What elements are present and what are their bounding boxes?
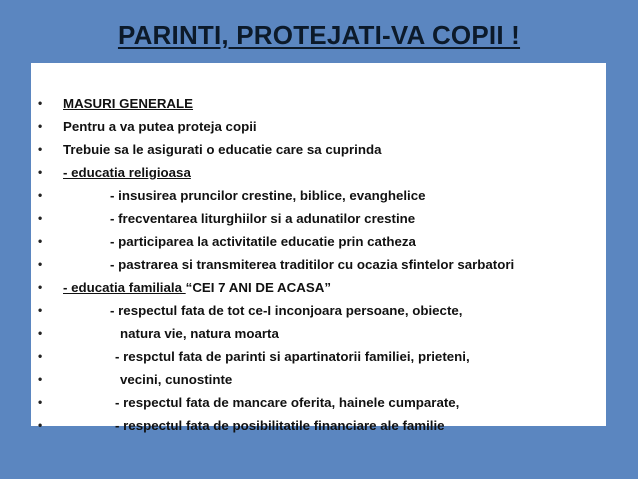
- bullet-icon: •: [38, 326, 43, 340]
- list-item-text: - respctul fata de parinti si apartinatorii familiei, prieteni,: [115, 349, 470, 364]
- list-item-text: Trebuie sa le asigurati o educatie care sa cuprinda: [63, 142, 382, 157]
- list-item: [0, 138, 638, 161]
- list-item: [0, 345, 638, 368]
- list-item: [0, 115, 638, 138]
- list-item-text: - pastrarea si transmiterea traditilor cu ocazia sfintelor sarbatori: [110, 257, 515, 272]
- bullet-icon: •: [38, 395, 43, 409]
- list-item: [0, 368, 638, 391]
- slide-title-text: PARINTI, PROTEJATI-VA COPII !: [117, 20, 521, 50]
- list-item: [0, 161, 638, 184]
- educatia-familiala-label: - educatia familiala: [63, 280, 186, 295]
- bullet-icon: •: [38, 96, 43, 110]
- cei-7-ani-label: “CEI 7 ANI DE ACASA”: [185, 280, 331, 295]
- list-item: [0, 322, 638, 345]
- bullet-icon: •: [38, 234, 43, 248]
- list-item: [0, 207, 638, 230]
- slide-title: [0, 20, 638, 51]
- list-item-text: natura vie, natura moarta: [120, 326, 279, 341]
- bullet-icon: •: [38, 119, 43, 133]
- bullet-icon: •: [38, 303, 43, 317]
- heading-masuri-generale: MASURI GENERALE: [63, 96, 194, 111]
- list-item-text: Pentru a va putea proteja copii: [63, 119, 257, 134]
- list-item-text: - frecventarea liturghiilor si a adunatilor crestine: [110, 211, 416, 226]
- list-item-text: vecini, cunostinte: [120, 372, 233, 387]
- list-item-text: - respectul fata de mancare oferita, hainele cumparate,: [115, 395, 460, 410]
- bullet-list: [0, 92, 638, 437]
- bullet-icon: •: [38, 257, 43, 271]
- list-item: [0, 276, 638, 299]
- heading-educatia-familiala: [63, 276, 331, 299]
- bullet-icon: •: [38, 280, 43, 294]
- list-item-text: - respectul fata de posibilitatile financiare ale familie: [115, 418, 445, 433]
- bullet-icon: •: [38, 188, 43, 202]
- list-item: [0, 391, 638, 414]
- bullet-icon: •: [38, 165, 43, 179]
- bullet-icon: •: [38, 349, 43, 363]
- list-item: [0, 184, 638, 207]
- list-item: [0, 414, 638, 437]
- bullet-icon: •: [38, 372, 43, 386]
- list-item-text: - insusirea pruncilor crestine, biblice, evanghelice: [110, 188, 426, 203]
- list-item: [0, 253, 638, 276]
- bullet-icon: •: [38, 418, 43, 432]
- list-item: [0, 92, 638, 115]
- bullet-icon: •: [38, 211, 43, 225]
- list-item: [0, 299, 638, 322]
- list-item-text: - participarea la activitatile educatie prin catheza: [110, 234, 416, 249]
- bullet-icon: •: [38, 142, 43, 156]
- heading-educatia-religioasa: - educatia religioasa: [63, 165, 191, 180]
- list-item: [0, 230, 638, 253]
- list-item-text: - respectul fata de tot ce-I inconjoara persoane, obiecte,: [110, 303, 463, 318]
